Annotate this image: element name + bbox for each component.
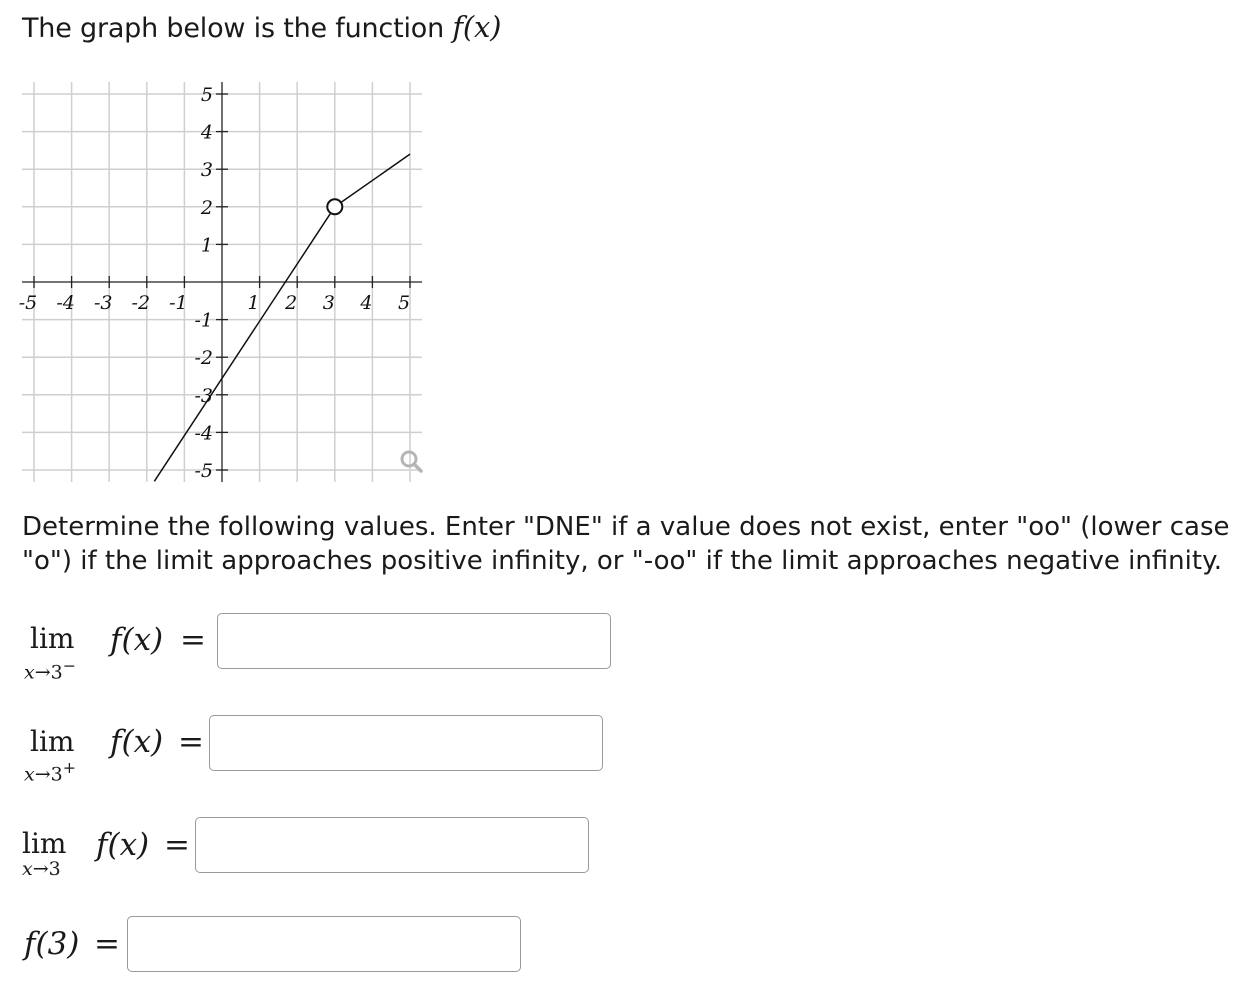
lim-side: + — [62, 758, 76, 777]
curve-segment-1 — [154, 207, 334, 481]
lim-var: x — [22, 858, 33, 880]
equals-sign: = — [164, 827, 190, 863]
y-tick-label: -5 — [194, 460, 213, 482]
function-label: f(x) — [452, 10, 502, 44]
lim-var: x — [24, 661, 35, 684]
y-tick-label: 5 — [200, 84, 213, 106]
magnifier-icon[interactable] — [402, 452, 421, 471]
x-tick-label: 2 — [285, 292, 298, 314]
y-tick-label: -3 — [194, 384, 213, 407]
fx-text: f(x) — [96, 827, 150, 863]
lim-label: lim — [30, 622, 75, 655]
x-tick-label: 4 — [360, 292, 373, 314]
lim-arrow: → — [34, 763, 51, 786]
lim-subscript — [24, 758, 76, 785]
equals-sign: = — [178, 724, 204, 760]
answer-input-two-sided-limit[interactable] — [195, 817, 589, 873]
lim-label: lim — [30, 725, 75, 758]
x-tick-label: -3 — [93, 292, 113, 314]
fx-text: f(3) — [24, 926, 80, 962]
y-tick-label: 1 — [200, 234, 213, 257]
lim-approach: 3 — [50, 763, 63, 786]
y-tick-label: 3 — [200, 159, 213, 182]
open-circle-point — [327, 199, 342, 214]
lim-approach: 3 — [48, 858, 61, 880]
y-tick-label: -2 — [194, 347, 213, 370]
fx-label — [96, 827, 149, 863]
fx-label — [110, 622, 163, 658]
y-tick-label: -4 — [194, 422, 213, 445]
y-tick-label: 4 — [200, 121, 213, 144]
answer-input-left-limit[interactable] — [217, 613, 611, 669]
equals-sign: = — [94, 926, 120, 962]
y-tick-label: 2 — [200, 196, 213, 219]
x-tick-label: -5 — [18, 292, 38, 314]
x-tick-label: 1 — [247, 292, 260, 314]
page-title — [22, 10, 501, 44]
lim-subscript — [22, 858, 61, 880]
x-tick-label: -2 — [131, 292, 151, 314]
x-tick-label: 3 — [322, 292, 335, 314]
lim-label: lim — [22, 827, 67, 860]
function-graph — [0, 70, 440, 490]
lim-arrow: → — [32, 858, 49, 880]
x-tick-label: -1 — [169, 292, 188, 314]
fx-label — [110, 724, 163, 760]
y-tick-label: -1 — [194, 309, 213, 332]
fx-text: f(x) — [110, 622, 164, 658]
fx-label — [24, 926, 79, 962]
lim-side: − — [62, 656, 76, 675]
x-tick-label: 5 — [397, 292, 411, 314]
answer-input-f-of-3[interactable] — [127, 916, 521, 972]
equals-sign: = — [180, 622, 206, 658]
lim-arrow: → — [34, 661, 51, 684]
title-prefix: The graph below is the function — [22, 13, 453, 44]
x-tick-label: -4 — [56, 292, 75, 314]
lim-var: x — [24, 763, 35, 786]
lim-subscript — [24, 656, 76, 683]
answer-input-right-limit[interactable] — [209, 715, 603, 771]
lim-approach: 3 — [50, 661, 63, 684]
fx-text: f(x) — [110, 724, 164, 760]
instructions-text: Determine the following values. Enter "DNE" if a value does not exist, enter "oo" (lower case "o") if the limit approaches positive infinity, or "-oo" if the limit approaches negative infinity. — [22, 512, 1230, 576]
